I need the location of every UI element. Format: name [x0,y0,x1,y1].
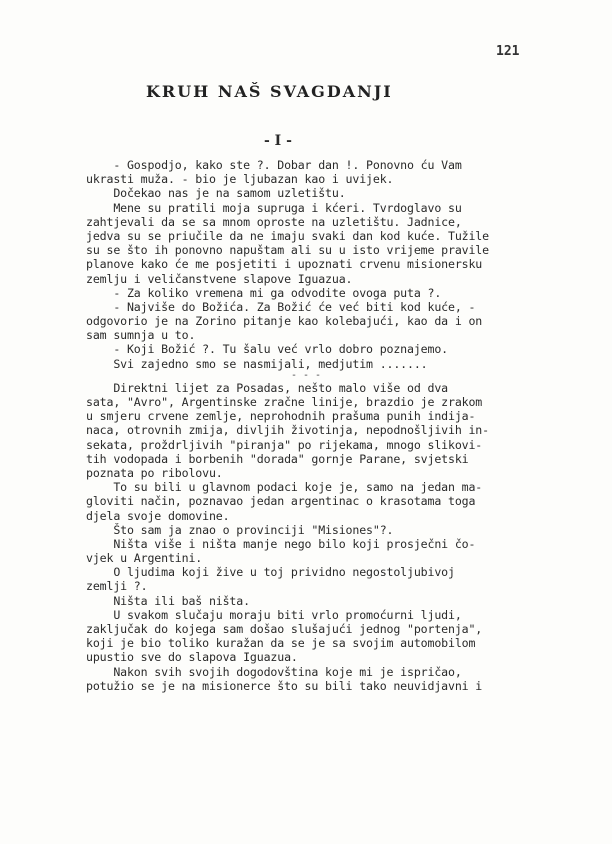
text-line: u smjeru crvene zemlje, neprohodnih prašuma punih indija- [86,409,476,424]
paragraph [86,158,526,186]
text-line: Svi zajedno smo se nasmijali, medjutim ....... [86,356,428,371]
text-line: Što sam ja znao o provinciji "Misiones"?. [86,522,394,537]
text-line: upustio sve do slapova Iguazua. [86,650,298,665]
text-line: - Gospodjo, kako ste ?. Dobar dan !. Ponovno ću Vam [86,158,462,172]
text-line: potužio se je na misionerce što su bili tako neuvidjavni i [86,678,483,693]
chapter-title: KRUH NAŠ SVAGDANJI [146,82,393,101]
paragraph [86,342,526,370]
text-line: tih vodopada i borbenih "dorada" gornje Parane, svjetski [86,451,469,466]
text-block-2 [86,381,526,693]
paragraph [86,523,526,537]
text-line: planove kako će me posjetiti i upoznati crvenu misionersku [86,257,483,272]
text-block-1 [86,158,526,371]
text-line: - Najviše do Božića. Za Božić će već biti kod kuće, - [86,299,476,314]
text-line: - Za koliko vremena mi ga odvodite ovoga puta ?. [86,285,442,300]
paragraph [86,608,526,665]
page-number: 121 [496,44,520,59]
paragraph [86,565,526,593]
text-line: vjek u Argentini. [86,551,203,566]
text-line: sata, "Avro", Argentinske zračne linije, brazdio je zrakom [86,395,483,409]
text-line: Direktni lijet za Posadas, nešto malo više od dva [86,380,448,395]
text-line: To su bili u glavnom podaci koje je, samo na jedan ma- [86,480,483,495]
text-line: sekata, proždrljivih "piranja" po rijekama, mnogo slikovi- [86,437,483,452]
text-line: poznata po ribolovu. [86,465,223,480]
paragraph [86,286,526,300]
text-line: U svakom slučaju moraju biti vrlo promoćurni ljudi, [86,607,462,622]
text-line: sam sumnja u to. [86,328,196,343]
text-line: Nakon svih svojih dogodovština koje mi je ispričao, [86,664,462,679]
text-line: Mene su pratili moja supruga i kćeri. Tvrdoglavo su [86,200,462,215]
text-line: O ljudima koji žive u toj prividno negostoljubivoj [86,565,455,580]
paragraph [86,381,526,480]
text-line: gloviti način, poznavao jedan argentinac o krasotama toga [86,494,476,509]
text-line: su se što ih ponovno napuštam ali su u isto vrijeme pravile [86,243,489,258]
section-separator: - - - [290,369,322,381]
paragraph [86,665,526,693]
text-line: koji je bio toliko kuražan da se je sa svojim automobilom [86,636,476,651]
body-text [86,158,526,693]
text-line: djela svoje domovine. [86,508,230,523]
text-line: zemlju i veličanstvene slapove Iguazua. [86,271,353,286]
text-line: odgovorio je na Zorino pitanje kao kolebajući, kao da i on [86,314,483,329]
paragraph [86,300,526,343]
paragraph [86,594,526,608]
paragraph [86,537,526,565]
paragraph [86,201,526,286]
text-line: Dočekao nas je na samom uzletištu. [86,186,346,201]
section-number: - I - [264,133,292,149]
text-line: zemlji ?. [86,579,148,594]
text-line: zaključak do kojega sam došao slušajući jednog "portenja", [86,622,483,636]
text-line: jedva su se priučile da ne imaju svaki dan kod kuće. Tužile [86,228,489,243]
text-line: Ništa više i ništa manje nego bilo koji prosječni čo- [86,536,476,551]
paragraph [86,186,526,200]
text-line: - Koji Božić ?. Tu šalu već vrlo dobro poznajemo. [86,342,448,357]
paragraph [86,480,526,523]
text-line: zahtjevali da se sa mnom oproste na uzletištu. Jadnice, [86,214,462,229]
text-line: ukrasti muža. - bio je ljubazan kao i uvijek. [86,172,394,187]
text-line: naca, otrovnih zmija, divljih životinja, nepodnošljivih in- [86,423,489,438]
text-line: Ništa ili baš ništa. [86,593,250,608]
